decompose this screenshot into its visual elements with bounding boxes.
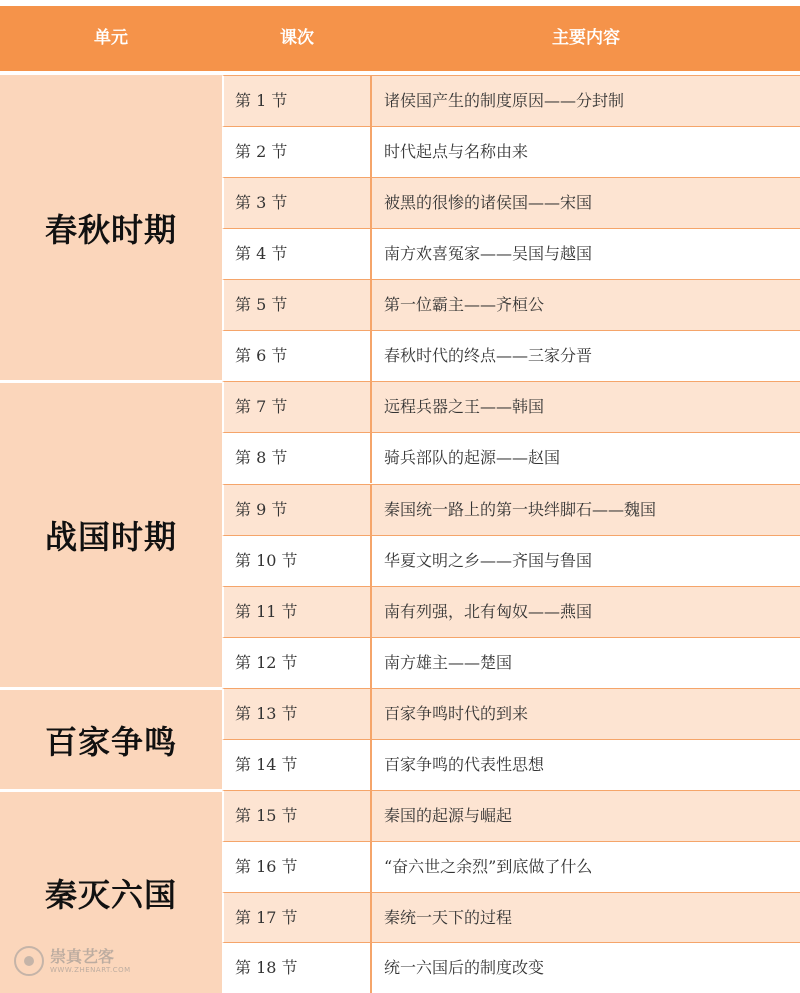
lesson-cell: 第 6 节 — [222, 330, 372, 381]
header-lesson: 课次 — [280, 28, 314, 48]
table-row — [222, 432, 800, 483]
table-row — [222, 484, 800, 535]
unit-label: 百家争鸣 — [44, 722, 177, 761]
content-cell: 百家争鸣的代表性思想 — [372, 739, 800, 790]
lesson-cell: 第 2 节 — [222, 126, 372, 177]
content-cell: 华夏文明之乡——齐国与鲁国 — [372, 535, 800, 586]
watermark-logo-icon — [14, 946, 44, 976]
table-row — [222, 75, 800, 126]
lesson-cell: 第 15 节 — [222, 790, 372, 841]
lesson-cell: 第 10 节 — [222, 535, 372, 586]
content-cell: 南有列强，北有匈奴——燕国 — [372, 586, 800, 637]
table-row — [222, 586, 800, 637]
lesson-cell: 第 13 节 — [222, 688, 372, 739]
watermark-main-text: 崇真艺客 — [50, 946, 115, 966]
lesson-cell: 第 14 节 — [222, 739, 372, 790]
content-cell: 秦国的起源与崛起 — [372, 790, 800, 841]
table-row — [222, 892, 800, 943]
content-cell: 时代起点与名称由来 — [372, 126, 800, 177]
content-cell: “奋六世之余烈”到底做了什么 — [372, 841, 800, 892]
table-row — [222, 637, 800, 688]
unit-cell-hundred-schools — [0, 690, 222, 792]
header-unit: 单元 — [94, 28, 128, 48]
table-row — [222, 177, 800, 228]
table-row — [222, 330, 800, 381]
table-row — [222, 535, 800, 586]
watermark-sub-text: WWW.ZHENART.COM — [50, 965, 131, 974]
content-cell: 秦国统一路上的第一块绊脚石——魏国 — [372, 484, 800, 535]
table-header — [0, 6, 800, 75]
content-cell: 骑兵部队的起源——赵国 — [372, 432, 800, 483]
content-cell: 诸侯国产生的制度原因——分封制 — [372, 75, 800, 126]
table-row — [222, 841, 800, 892]
content-cell: 远程兵器之王——韩国 — [372, 381, 800, 432]
lesson-cell: 第 7 节 — [222, 381, 372, 432]
content-cell: 南方雄主——楚国 — [372, 637, 800, 688]
lesson-cell: 第 8 节 — [222, 432, 372, 483]
table-row — [222, 126, 800, 177]
content-cell: 被黑的很惨的诸侯国——宋国 — [372, 177, 800, 228]
unit-label: 战国时期 — [44, 518, 177, 556]
table-row — [222, 790, 800, 841]
table-row — [222, 381, 800, 432]
lesson-cell: 第 4 节 — [222, 228, 372, 279]
content-cell: 春秋时代的终点——三家分晋 — [372, 330, 800, 381]
lesson-cell: 第 12 节 — [222, 637, 372, 688]
table-row — [222, 688, 800, 739]
content-cell: 南方欢喜冤家——吴国与越国 — [372, 228, 800, 279]
content-cell: 统一六国后的制度改变 — [372, 942, 800, 993]
table-row — [222, 739, 800, 790]
unit-label: 秦灭六国 — [44, 875, 177, 914]
unit-cell-warring-states — [0, 383, 222, 690]
watermark — [14, 944, 131, 978]
content-cell: 秦统一天下的过程 — [372, 892, 800, 943]
lesson-cell: 第 3 节 — [222, 177, 372, 228]
lesson-cell: 第 11 节 — [222, 586, 372, 637]
lesson-cell: 第 9 节 — [222, 484, 372, 535]
table-row — [222, 228, 800, 279]
lesson-cell: 第 16 节 — [222, 841, 372, 892]
content-cell: 第一位霸主——齐桓公 — [372, 279, 800, 330]
unit-label: 春秋时期 — [44, 210, 177, 249]
header-content: 主要内容 — [552, 28, 620, 48]
content-cell: 百家争鸣时代的到来 — [372, 688, 800, 739]
lesson-cell: 第 1 节 — [222, 75, 372, 126]
lesson-cell: 第 18 节 — [222, 942, 372, 993]
unit-cell-spring-autumn — [0, 75, 222, 383]
lesson-cell: 第 17 节 — [222, 892, 372, 943]
table-row — [222, 279, 800, 330]
table-row — [222, 942, 800, 993]
lesson-cell: 第 5 节 — [222, 279, 372, 330]
